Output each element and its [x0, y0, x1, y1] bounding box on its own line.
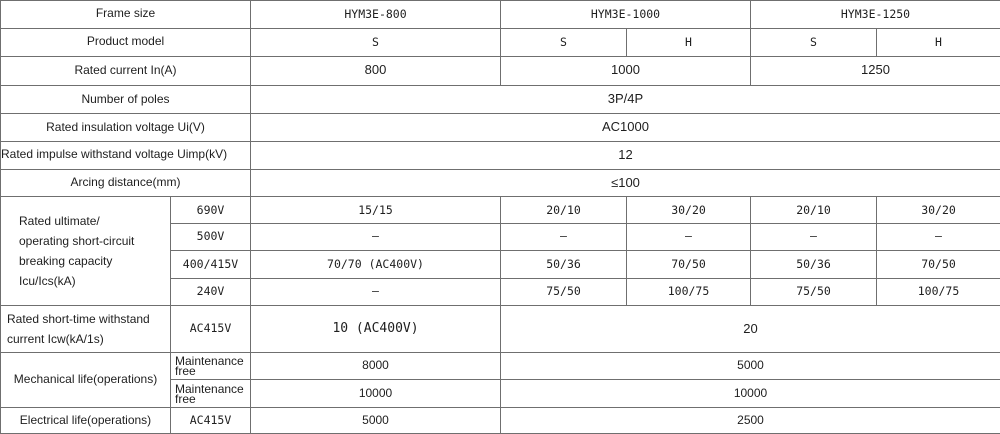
insulation-voltage-value: AC1000 [251, 114, 1000, 142]
breaking-label-line: breaking capacity [19, 254, 113, 269]
model-1000-h: H [627, 28, 751, 56]
frame-size-800: HYM3E-800 [251, 1, 501, 29]
row-insulation-voltage [1, 114, 1000, 142]
breaking-voltage: 240V [171, 278, 251, 306]
breaking-1250-s: — [751, 224, 877, 251]
breaking-1000-h: — [627, 224, 751, 251]
model-1250-s: S [751, 28, 877, 56]
electrical-rest: 2500 [501, 408, 1000, 434]
impulse-voltage-label: Rated impulse withstand voltage Uimp(kV) [1, 141, 251, 169]
rated-current-1000: 1000 [501, 56, 751, 86]
breaking-1250-s: 50/36 [751, 250, 877, 278]
breaking-1000-h: 100/75 [627, 278, 751, 306]
breaking-label-line: operating short-circuit [19, 234, 135, 249]
row-frame-size [1, 1, 1000, 29]
breaking-1250-s: 20/10 [751, 197, 877, 224]
rated-current-800: 800 [251, 56, 501, 86]
breaking-voltage: 500V [171, 224, 251, 251]
short-time-label-line: current Icw(kA/1s) [7, 332, 104, 347]
mechanical-row [1, 352, 1000, 380]
condition-line: free [175, 364, 196, 379]
impulse-voltage-value: 12 [251, 141, 1000, 169]
breaking-voltage: 400/415V [171, 250, 251, 278]
row-impulse-voltage [1, 141, 1000, 169]
breaking-1000-s: 50/36 [501, 250, 627, 278]
short-time-rest: 20 [501, 306, 1000, 352]
row-rated-current [1, 56, 1000, 86]
row-short-time [1, 306, 1000, 352]
poles-label: Number of poles [1, 86, 251, 114]
model-1000-s: S [501, 28, 627, 56]
product-model-label: Product model [1, 28, 251, 56]
breaking-voltage: 690V [171, 197, 251, 224]
row-electrical-life [1, 408, 1000, 434]
short-time-label-line: Rated short-time withstand [7, 312, 150, 327]
breaking-800-s: 15/15 [251, 197, 501, 224]
frame-size-1000: HYM3E-1000 [501, 1, 751, 29]
breaking-1250-h: 30/20 [877, 197, 1000, 224]
condition-line: free [175, 391, 196, 406]
breaking-800-s: — [251, 278, 501, 306]
short-time-label [1, 306, 171, 352]
mechanical-800: 8000 [251, 352, 501, 380]
electrical-800: 5000 [251, 408, 501, 434]
rated-current-label: Rated current In(A) [1, 56, 251, 86]
mechanical-condition [171, 352, 251, 380]
frame-size-label: Frame size [1, 1, 251, 29]
breaking-1000-h: 30/20 [627, 197, 751, 224]
condition-line: Maintenance [175, 381, 244, 396]
breaking-1000-s: 75/50 [501, 278, 627, 306]
arcing-distance-label: Arcing distance(mm) [1, 169, 251, 197]
breaking-1000-s: — [501, 224, 627, 251]
breaking-1250-s: 75/50 [751, 278, 877, 306]
insulation-voltage-label: Rated insulation voltage Ui(V) [1, 114, 251, 142]
mechanical-life-label: Mechanical life(operations) [1, 352, 171, 408]
breaking-label-line: Rated ultimate/ [19, 214, 100, 229]
condition-line: Maintenance [175, 354, 244, 369]
breaking-1250-h: — [877, 224, 1000, 251]
mechanical-condition [171, 380, 251, 408]
breaking-1250-h: 100/75 [877, 278, 1000, 306]
breaking-label-line: Icu/Ics(kA) [19, 274, 76, 289]
mechanical-rest: 5000 [501, 352, 1000, 380]
frame-size-1250: HYM3E-1250 [751, 1, 1000, 29]
model-800-s: S [251, 28, 501, 56]
poles-value: 3P/4P [251, 86, 1000, 114]
breaking-1000-s: 20/10 [501, 197, 627, 224]
row-product-model [1, 28, 1000, 56]
model-1250-h: H [877, 28, 1000, 56]
breaking-1000-h: 70/50 [627, 250, 751, 278]
row-arcing-distance [1, 169, 1000, 197]
row-poles [1, 86, 1000, 114]
mechanical-800: 10000 [251, 380, 501, 408]
arcing-distance-value: ≤100 [251, 169, 1000, 197]
electrical-life-label: Electrical life(operations) [1, 408, 171, 434]
short-time-voltage: AC415V [171, 306, 251, 352]
breaking-row [1, 197, 1000, 224]
short-time-800: 10 (AC400V) [251, 306, 501, 352]
rated-current-1250: 1250 [751, 56, 1000, 86]
breaking-capacity-label [1, 197, 171, 306]
breaking-800-s: 70/70 (AC400V) [251, 250, 501, 278]
mechanical-rest: 10000 [501, 380, 1000, 408]
breaking-800-s: — [251, 224, 501, 251]
electrical-voltage: AC415V [171, 408, 251, 434]
breaking-1250-h: 70/50 [877, 250, 1000, 278]
